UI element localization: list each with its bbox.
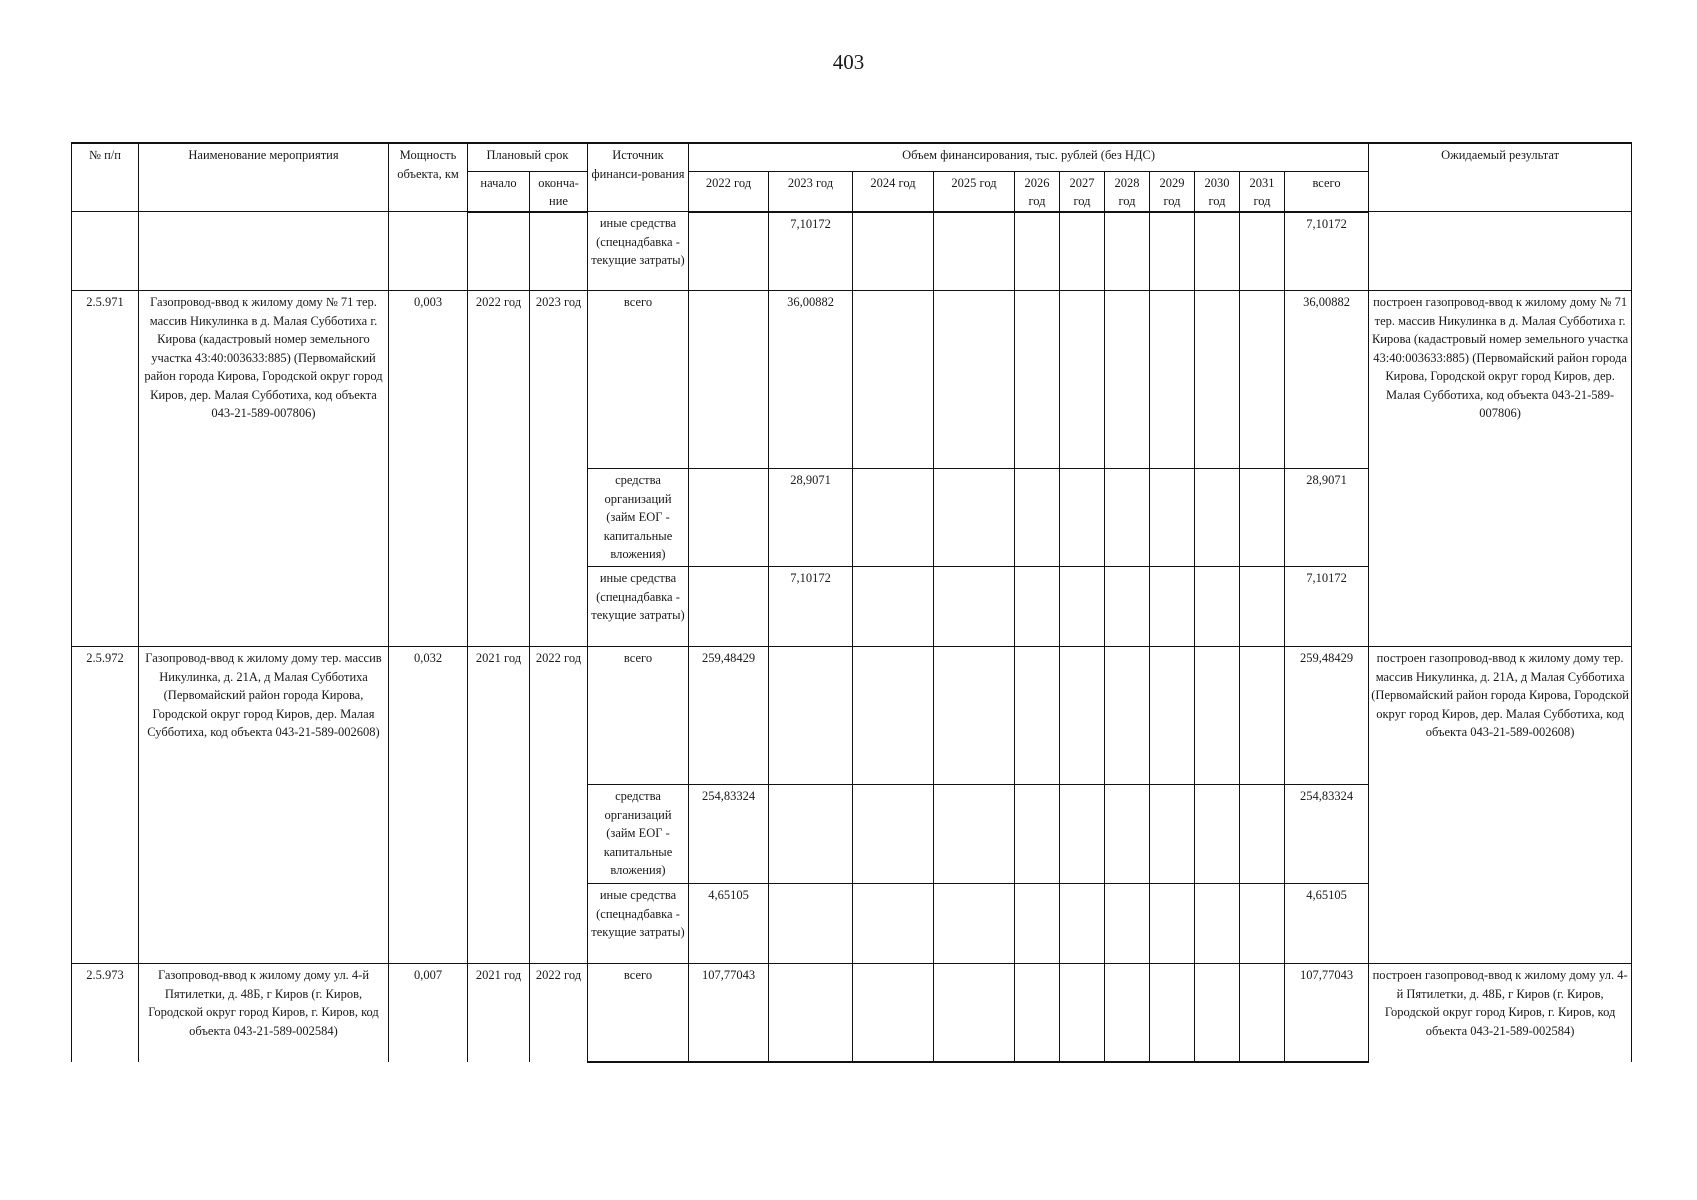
cell-value: [853, 212, 934, 291]
cell-value: [1105, 469, 1150, 567]
cell-result: построен газопровод-ввод к жилому дому тер. массив Никулинка, д. 21А, д Малая Субботиха (Первомайский район города Кирова, Городской округ город Киров, дер. Малая Субботиха, код объекта 043-21-589-002608): [1369, 647, 1632, 964]
header-result: Ожидаемый результат: [1369, 143, 1632, 212]
cell-value: [1060, 291, 1105, 469]
cell-value: [1195, 884, 1240, 964]
cell-value: [1015, 964, 1060, 1062]
cell-name: Газопровод-ввод к жилому дому № 71 тер. массив Никулинка в д. Малая Субботиха г. Кирова (кадастровый номер земельного участка 43:40:003633:885) (Первомайский район города Кирова, Городской округ город Киров, дер. Малая Субботиха, код объекта 043-21-589-007806): [139, 291, 389, 647]
cell-empty: [389, 212, 468, 291]
header-year: 2028 год: [1105, 171, 1150, 212]
cell-value: [934, 291, 1015, 469]
cell-source: всего: [588, 964, 689, 1062]
cell-value: [1105, 785, 1150, 884]
cell-value: [1105, 964, 1150, 1062]
cell-value: [1150, 964, 1195, 1062]
cell-total: 259,48429: [1285, 647, 1369, 785]
header-year: 2031 год: [1240, 171, 1285, 212]
header-total: всего: [1285, 171, 1369, 212]
cell-value: [1150, 291, 1195, 469]
cell-value: [1015, 884, 1060, 964]
cell-value: [853, 785, 934, 884]
cell-value: [1195, 212, 1240, 291]
cell-value: 7,10172: [769, 212, 853, 291]
cell-value: [769, 647, 853, 785]
cell-value: [1240, 647, 1285, 785]
cell-no: 2.5.973: [72, 964, 139, 1062]
page-number: 403: [832, 50, 865, 74]
header-year: 2027 год: [1060, 171, 1105, 212]
header-year: 2025 год: [934, 171, 1015, 212]
cell-value: [934, 469, 1015, 567]
table-row: [72, 212, 1632, 291]
cell-capacity: 0,003: [389, 291, 468, 647]
cell-total: 4,65105: [1285, 884, 1369, 964]
cell-no: 2.5.972: [72, 647, 139, 964]
cell-value: [1195, 647, 1240, 785]
cell-value: [1150, 647, 1195, 785]
cell-capacity: 0,032: [389, 647, 468, 964]
header-year: 2024 год: [853, 171, 934, 212]
financing-table: [71, 142, 1632, 1063]
cell-value: [1195, 469, 1240, 567]
header-year: 2030 год: [1195, 171, 1240, 212]
cell-total: 7,10172: [1285, 567, 1369, 647]
header-name: Наименование мероприятия: [139, 143, 389, 212]
cell-value: [689, 212, 769, 291]
cell-value: [1105, 884, 1150, 964]
cell-value: [1060, 884, 1105, 964]
cell-start: 2022 год: [468, 291, 530, 647]
cell-value: [853, 964, 934, 1062]
cell-value: [1105, 212, 1150, 291]
cell-value: [1240, 291, 1285, 469]
cell-total: 107,77043: [1285, 964, 1369, 1062]
cell-value: [1240, 964, 1285, 1062]
cell-empty: [468, 212, 530, 291]
cell-value: [769, 964, 853, 1062]
cell-value: [1240, 567, 1285, 647]
cell-value: [934, 212, 1015, 291]
cell-value: [1195, 567, 1240, 647]
header-end: оконча-ние: [530, 171, 588, 212]
cell-start: 2021 год: [468, 964, 530, 1062]
cell-value: [689, 291, 769, 469]
table-row: [72, 291, 1632, 469]
cell-value: 7,10172: [769, 567, 853, 647]
cell-source: всего: [588, 291, 689, 469]
header-year: 2029 год: [1150, 171, 1195, 212]
cell-value: [1150, 469, 1195, 567]
cell-value: [1195, 964, 1240, 1062]
cell-value: [769, 785, 853, 884]
header-source: Источник финанси-рования: [588, 143, 689, 212]
cell-total: 36,00882: [1285, 291, 1369, 469]
cell-value: [1015, 212, 1060, 291]
cell-value: [1105, 647, 1150, 785]
cell-result: построен газопровод-ввод к жилому дому ул. 4-й Пятилетки, д. 48Б, г Киров (г. Киров, Городской округ город Киров, г. Киров, код объекта 043-21-589-002584): [1369, 964, 1632, 1062]
cell-value: [689, 469, 769, 567]
table-row: [72, 647, 1632, 785]
cell-value: [1150, 785, 1195, 884]
cell-value: [1060, 469, 1105, 567]
cell-value: 4,65105: [689, 884, 769, 964]
cell-value: [934, 964, 1015, 1062]
cell-empty: [139, 212, 389, 291]
cell-end: 2023 год: [530, 291, 588, 647]
cell-value: [1150, 212, 1195, 291]
cell-value: [1195, 291, 1240, 469]
header-start: начало: [468, 171, 530, 212]
cell-value: [1150, 884, 1195, 964]
cell-value: [934, 647, 1015, 785]
cell-value: [1240, 785, 1285, 884]
cell-value: 28,9071: [769, 469, 853, 567]
cell-value: 36,00882: [769, 291, 853, 469]
cell-value: [1015, 785, 1060, 884]
cell-total: 254,83324: [1285, 785, 1369, 884]
cell-value: [1060, 785, 1105, 884]
table-body: [72, 212, 1632, 1062]
table-row: [72, 964, 1632, 1062]
cell-value: [853, 567, 934, 647]
cell-value: [934, 567, 1015, 647]
cell-value: [1240, 469, 1285, 567]
cell-source: средства организаций (займ ЕОГ - капитальные вложения): [588, 785, 689, 884]
cell-source: средства организаций (займ ЕОГ - капитальные вложения): [588, 469, 689, 567]
cell-value: 259,48429: [689, 647, 769, 785]
cell-value: [1240, 884, 1285, 964]
cell-source: иные средства (спецнадбавка - текущие затраты): [588, 212, 689, 291]
cell-end: 2022 год: [530, 647, 588, 964]
cell-source: иные средства (спецнадбавка - текущие затраты): [588, 884, 689, 964]
cell-value: [1060, 567, 1105, 647]
cell-start: 2021 год: [468, 647, 530, 964]
cell-source: иные средства (спецнадбавка - текущие затраты): [588, 567, 689, 647]
header-planned-term: Плановый срок: [468, 143, 588, 171]
cell-source: всего: [588, 647, 689, 785]
cell-value: [1060, 212, 1105, 291]
cell-result: построен газопровод-ввод к жилому дому № 71 тер. массив Никулинка в д. Малая Субботиха г. Кирова (кадастровый номер земельного участка 43:40:003633:885) (Первомайский район города Кирова, Городской округ город Киров, дер. Малая Субботиха, код объекта 043-21-589-007806): [1369, 291, 1632, 647]
cell-value: [1150, 567, 1195, 647]
cell-value: [1240, 212, 1285, 291]
header-no: № п/п: [72, 143, 139, 212]
cell-value: 254,83324: [689, 785, 769, 884]
cell-capacity: 0,007: [389, 964, 468, 1062]
cell-value: [934, 884, 1015, 964]
header-year: 2023 год: [769, 171, 853, 212]
cell-empty: [530, 212, 588, 291]
header-capacity: Мощность объекта, км: [389, 143, 468, 212]
cell-value: [1015, 647, 1060, 785]
cell-empty: [1369, 212, 1632, 291]
cell-value: [769, 884, 853, 964]
cell-value: [1105, 291, 1150, 469]
cell-value: [1015, 469, 1060, 567]
cell-value: [853, 647, 934, 785]
header-year: 2026 год: [1015, 171, 1060, 212]
cell-end: 2022 год: [530, 964, 588, 1062]
cell-value: [853, 469, 934, 567]
cell-total: 28,9071: [1285, 469, 1369, 567]
cell-value: [1060, 647, 1105, 785]
cell-value: [1060, 964, 1105, 1062]
cell-total: 7,10172: [1285, 212, 1369, 291]
cell-value: [689, 567, 769, 647]
cell-value: [1015, 567, 1060, 647]
header-year: 2022 год: [689, 171, 769, 212]
cell-value: [853, 291, 934, 469]
cell-value: 107,77043: [689, 964, 769, 1062]
cell-value: [853, 884, 934, 964]
cell-value: [934, 785, 1015, 884]
header-financing: Объем финансирования, тыс. рублей (без НДС): [689, 143, 1369, 171]
cell-name: Газопровод-ввод к жилому дому тер. массив Никулинка, д. 21А, д Малая Субботиха (Первомайский район города Кирова, Городской округ город Киров, дер. Малая Субботиха, код объекта 043-21-589-002608): [139, 647, 389, 964]
cell-value: [1105, 567, 1150, 647]
cell-name: Газопровод-ввод к жилому дому ул. 4-й Пятилетки, д. 48Б, г Киров (г. Киров, Городской округ город Киров, г. Киров, код объекта 043-21-589-002584): [139, 964, 389, 1062]
table-header: [72, 143, 1632, 212]
cell-no: 2.5.971: [72, 291, 139, 647]
cell-value: [1195, 785, 1240, 884]
cell-value: [1015, 291, 1060, 469]
cell-empty: [72, 212, 139, 291]
